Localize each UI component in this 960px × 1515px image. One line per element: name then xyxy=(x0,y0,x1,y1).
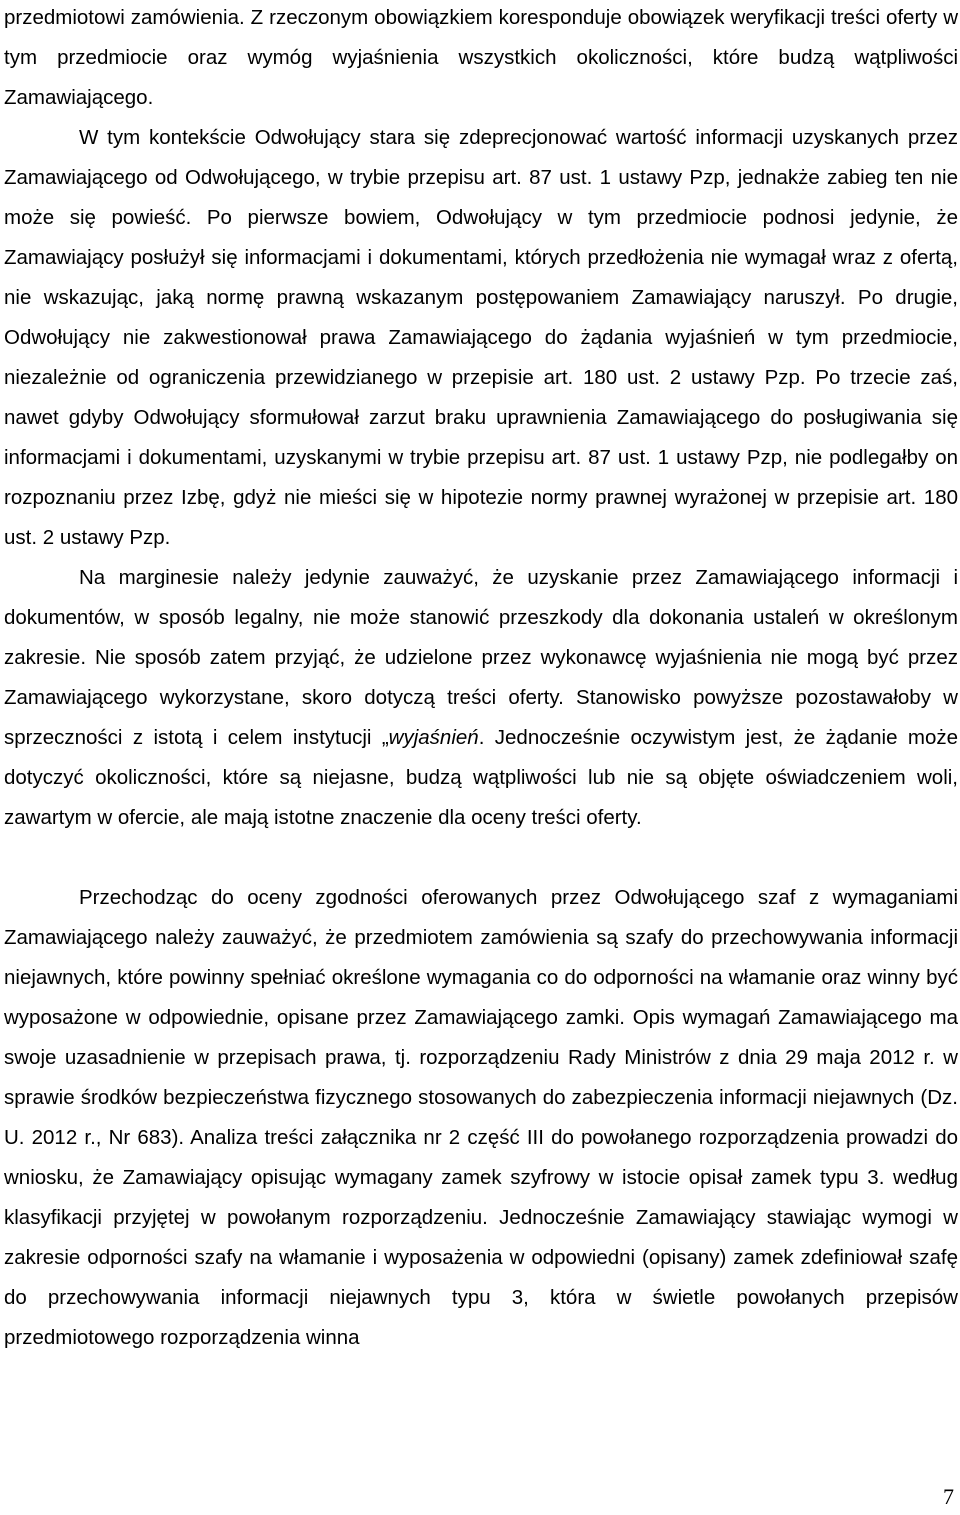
paragraph-3-italic-term: wyjaśnień xyxy=(388,726,479,749)
paragraph-spacer xyxy=(4,838,958,878)
paragraph-3-text-end: . Jednocześnie oczywistym jest, że żądanie może dotyczyć okoliczności, które są niejasne, budzą wątpliwości lub nie są objęte oświadczeniem woli, zawartym w ofercie, ale mają istotne znaczenie dla oceny treści oferty. xyxy=(4,726,958,829)
paragraph-2: W tym kontekście Odwołujący stara się zdeprecjonować wartość informacji uzyskanych przez Zamawiającego od Odwołującego, w trybie przepisu art. 87 ust. 1 ustawy Pzp, jednakże zabieg ten nie może się powieść. Po pierwsze bowiem, Odwołujący w tym przedmiocie podnosi jedynie, że Zamawiający posłużył się informacjami i dokumentami, których przedłożenia nie wymagał wraz z ofertą, nie wskazując, jaką normę prawną wskazanym postępowaniem Zamawiający naruszył. Po drugie, Odwołujący nie zakwestionował prawa Zamawiającego do żądania wyjaśnień w tym przedmiocie, niezależnie od ograniczenia przewidzianego w przepisie art. 180 ust. 2 ustawy Pzp. Po trzecie zaś, nawet gdyby Odwołujący sformułował zarzut braku uprawnienia Zamawiającego do posługiwania się informacjami i dokumentami, uzyskanymi w trybie przepisu art. 87 ust. 1 ustawy Pzp, nie podlegałby on rozpoznaniu przez Izbę, gdyż nie mieści się w hipotezie normy prawnej wyrażonej w przepisie art. 180 ust. 2 ustawy Pzp. xyxy=(4,126,958,549)
paragraph-1: przedmiotowi zamówienia. Z rzeczonym obowiązkiem koresponduje obowiązek weryfikacji treści oferty w tym przedmiocie oraz wymóg wyjaśnienia wszystkich okoliczności, które budzą wątpliwości Zamawiającego. xyxy=(4,6,958,109)
paragraph-4: Przechodząc do oceny zgodności oferowanych przez Odwołującego szaf z wymaganiami Zamawiającego należy zauważyć, że przedmiotem zamówienia są szafy do przechowywania informacji niejawnych, które powinny spełniać określone wymagania co do odporności na włamanie oraz winny być wyposażone w odpowiednie, opisane przez Zamawiającego zamki. Opis wymagań Zamawiającego ma swoje uzasadnienie w przepisach prawa, tj. rozporządzeniu Rady Ministrów z dnia 29 maja 2012 r. w sprawie środków bezpieczeństwa fizycznego stosowanych do zabezpieczenia informacji niejawnych (Dz. U. 2012 r., Nr 683). Analiza treści załącznika nr 2 część III do powołanego rozporządzenia prowadzi do wniosku, że Zamawiający opisując wymagany zamek szyfrowy w istocie opisał zamek typu 3. według klasyfikacji przyjętej w powołanym rozporządzeniu. Jednocześnie Zamawiający stawiając wymogi w zakresie odporności szafy na włamanie i wyposażenia w odpowiedni (opisany) zamek zdefiniował szafę do przechowywania informacji niejawnych typu 3, która w świetle powołanych przepisów przedmiotowego rozporządzenia winna xyxy=(4,886,958,1349)
page-number: 7 xyxy=(943,1484,954,1509)
document-page xyxy=(4,0,958,1358)
paragraph-3-text-start: Na marginesie należy jedynie zauważyć, że uzyskanie przez Zamawiającego informacji i dokumentów, w sposób legalny, nie może stanowić przeszkody dla dokonania ustaleń w określonym zakresie. Nie sposób zatem przyjąć, że udzielone przez wykonawcę wyjaśnienia nie mogą być przez Zamawiającego wykorzystane, skoro dotyczą treści oferty. Stanowisko powyższe pozostawałoby w sprzeczności z istotą i celem instytucji „ xyxy=(4,566,958,749)
paragraph-3 xyxy=(4,558,958,838)
